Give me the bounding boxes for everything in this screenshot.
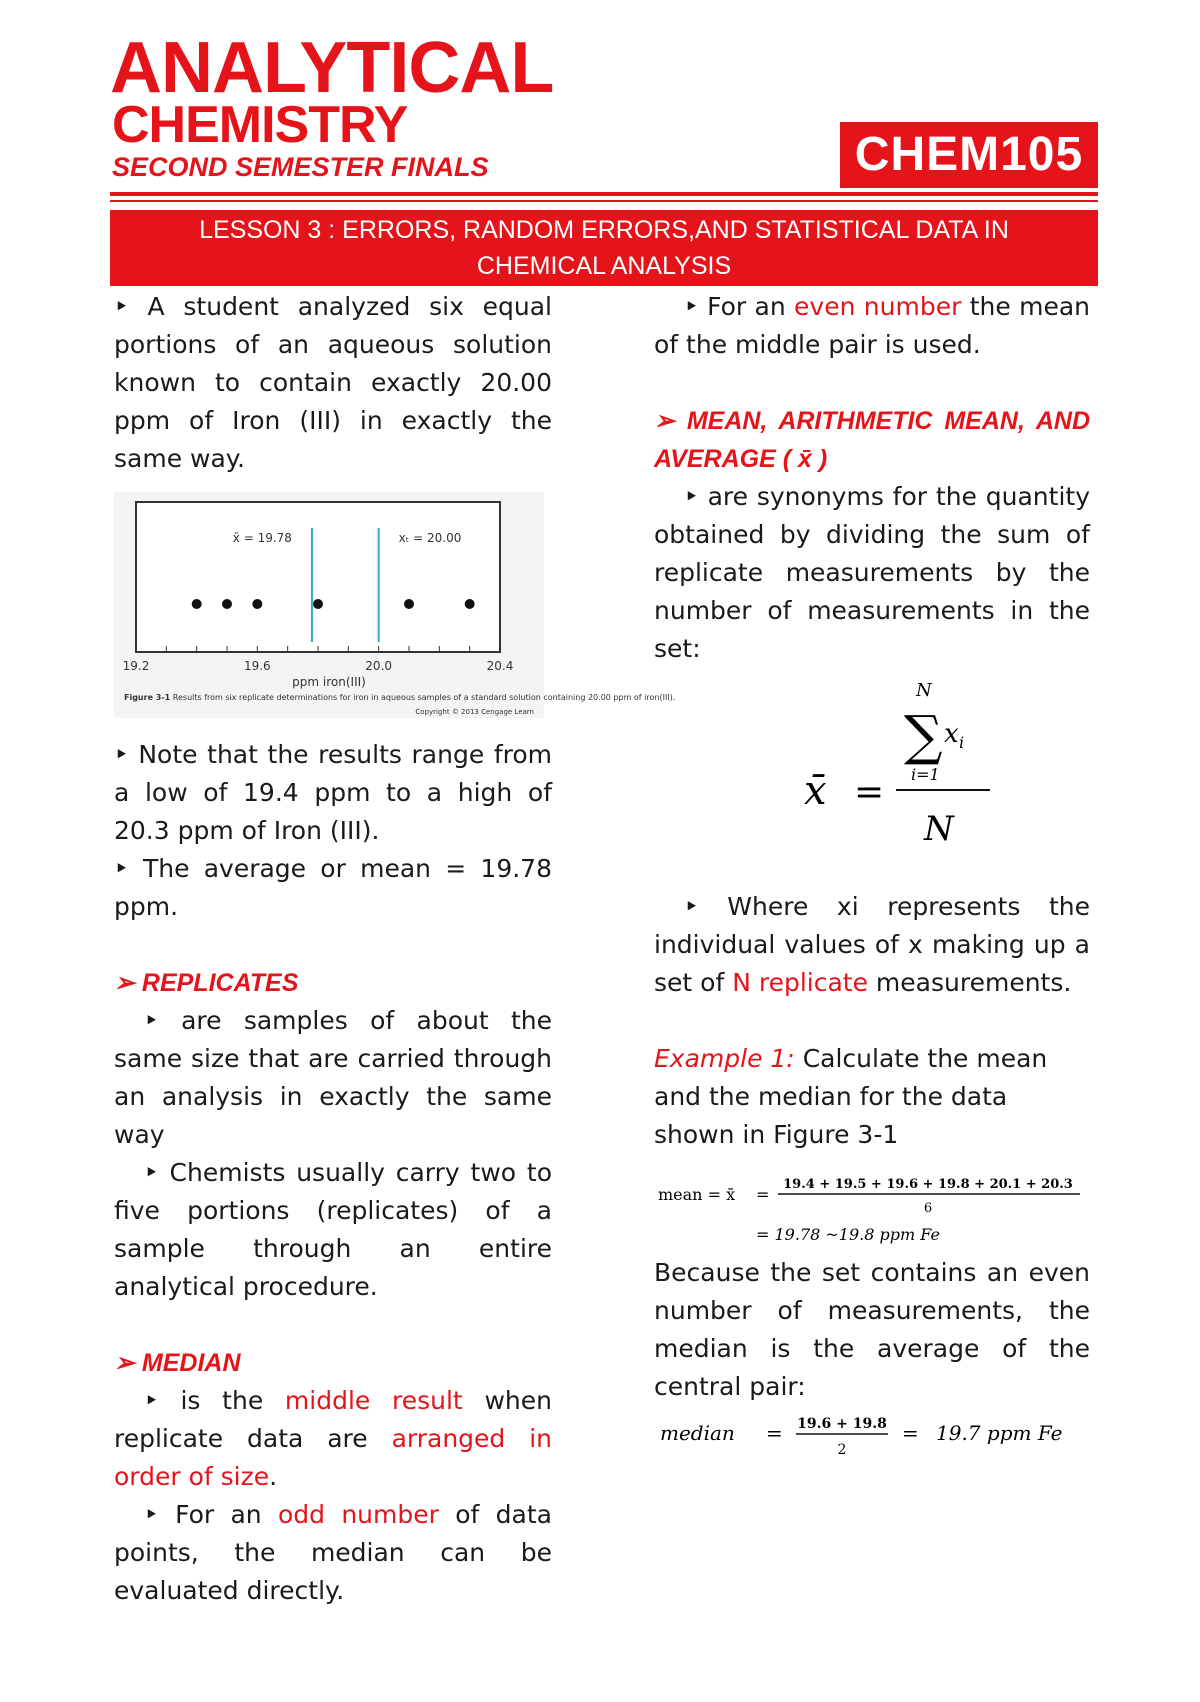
median-even-rule: [654, 288, 1090, 364]
mean-label: x̄ = 19.78: [232, 531, 292, 545]
example-text: Calculate the mean and the median for the data shown in Figure 3-1: [654, 1044, 1048, 1149]
x-tick-label: 20.0: [365, 659, 393, 673]
even-rule-c: the mean of the middle pair is used.: [654, 292, 1090, 359]
title-analytical: ANALYTICAL: [110, 28, 554, 108]
mean-calculation: [654, 1154, 1090, 1254]
data-point-3: [252, 599, 262, 609]
data-point-4: [313, 599, 323, 609]
replicates-definition: ‣ are samples of about the same size that are carried through an analysis in exactly the same way: [114, 1006, 552, 1149]
data-point-5: [404, 599, 414, 609]
semester-subtitle: SECOND SEMESTER FINALS: [112, 152, 489, 182]
heading-median: ➢ MEDIAN: [114, 1349, 241, 1377]
formula-sigma: ∑: [904, 704, 943, 767]
xi-expl-highlight: N replicate: [732, 968, 868, 997]
median-calculation: [654, 1406, 1090, 1466]
median-def-highlight2: arranged in order of size: [114, 1424, 552, 1491]
mean-calc-lhs: mean = x̄: [658, 1185, 736, 1204]
plot-frame: [136, 502, 500, 652]
median-calc-numerator: 19.6 + 19.8: [797, 1416, 887, 1432]
average-note: ‣ The average or mean = 19.78 ppm.: [114, 854, 552, 921]
mean-definition: ‣ are synonyms for the quantity obtained by dividing the sum of replicate measurements by the number of measurements in the set:: [654, 482, 1090, 663]
example-1: [654, 1040, 1090, 1154]
xi-expl-c: measurements.: [867, 968, 1072, 997]
heading-replicates: ➢ REPLICATES: [114, 969, 299, 997]
median-calc-lhs: median: [660, 1421, 735, 1445]
median-def-a: ‣ is the: [144, 1386, 285, 1415]
figure-caption: [124, 693, 675, 702]
xi-expl-a: ‣ Where xi represents the individual values of x making up a set of: [654, 892, 1090, 997]
median-calc-equals: =: [766, 1421, 783, 1445]
replicates-usage: ‣ Chemists usually carry two to five portions (replicates) of a sample through an entire analytical procedure.: [114, 1158, 552, 1301]
figure-copyright: Copyright © 2013 Cengage Learn: [415, 708, 534, 716]
mean-calc-result: = 19.78 ~19.8 ppm Fe: [756, 1225, 940, 1244]
formula-x-term: x: [944, 719, 959, 749]
right-column: [654, 288, 1090, 1466]
formula-denominator: N: [924, 809, 954, 849]
even-rule-highlight: even number: [794, 292, 962, 321]
median-definition: [114, 1382, 552, 1496]
true-value-label: xₜ = 20.00: [398, 531, 462, 545]
data-point-6: [465, 599, 475, 609]
course-code-badge: CHEM105: [840, 122, 1098, 188]
formula-equals: =: [854, 772, 885, 813]
x-tick-label: 19.6: [243, 659, 271, 673]
lesson-title-line2: CHEMICAL ANALYSIS: [476, 252, 732, 280]
mean-calc-equals: =: [756, 1185, 770, 1204]
mean-formula: [654, 668, 1090, 888]
median-calc-result: 19.7 ppm Fe: [936, 1421, 1063, 1445]
median-odd-rule: [114, 1496, 552, 1610]
formula-upper-limit: N: [916, 680, 932, 701]
range-note: ‣ Note that the results range from a low of 19.4 ppm to a high of 20.3 ppm of Iron (III).: [114, 740, 552, 845]
mean-calc-numerator: 19.4 + 19.5 + 19.6 + 19.8 + 20.1 + 20.3: [783, 1177, 1073, 1192]
even-rule-a: ‣ For an: [684, 292, 795, 321]
median-calculation-graphic: [654, 1406, 1090, 1466]
header-rule-thin: [110, 200, 1098, 202]
left-column: [114, 288, 676, 1610]
lesson-banner: [110, 210, 1098, 286]
lesson-title-line1: LESSON 3 : ERRORS, RANDOM ERRORS,AND STATISTICAL DATA IN: [199, 216, 1009, 244]
intro-paragraph: ‣ A student analyzed six equal portions of an aqueous solution known to contain exactly 20.00 ppm of Iron (III) in exactly the same way.: [114, 292, 552, 473]
mean-formula-graphic: [654, 668, 1090, 888]
odd-rule-highlight: odd number: [277, 1500, 439, 1529]
x-axis-label: ppm iron(III): [292, 675, 366, 689]
heading-mean: ➢ MEAN, ARITHMETIC MEAN, AND AVERAGE ( x̄ ): [654, 407, 1090, 473]
median-def-e: .: [269, 1462, 278, 1491]
odd-rule-c: of data points, the median can be evaluated directly.: [114, 1500, 552, 1605]
title-chemistry: CHEMISTRY: [112, 96, 408, 154]
header-rule-thick: [110, 192, 1098, 196]
median-calc-equals2: =: [902, 1421, 919, 1445]
data-point-2: [222, 599, 232, 609]
median-calc-denominator: 2: [837, 1442, 847, 1458]
formula-lower-limit: i=1: [911, 765, 940, 784]
formula-subscript: i: [959, 733, 965, 752]
xi-explanation: [654, 888, 1090, 1002]
example-label: Example 1:: [654, 1044, 795, 1073]
median-explanation: Because the set contains an even number of measurements, the median is the average of the central pair:: [654, 1258, 1090, 1401]
figure-3-1: [114, 492, 676, 718]
median-def-c: when replicate data are: [114, 1386, 552, 1453]
dot-plot-figure: [114, 492, 676, 718]
formula-xbar: x̄: [804, 768, 827, 814]
data-point-1: [192, 599, 202, 609]
mean-calculation-graphic: [654, 1154, 1090, 1254]
median-def-highlight1: middle result: [284, 1386, 463, 1415]
figure-caption-label: Figure 3-1: [124, 693, 171, 702]
figure-caption-text: Results from six replicate determinations for iron in aqueous samples of a standard solution containing 20.00 ppm of iron(III).: [170, 693, 676, 702]
x-tick-label: 20.4: [486, 659, 514, 673]
mean-calc-denominator: 6: [923, 1201, 933, 1216]
odd-rule-a: ‣ For an: [144, 1500, 278, 1529]
x-tick-label: 19.2: [122, 659, 150, 673]
